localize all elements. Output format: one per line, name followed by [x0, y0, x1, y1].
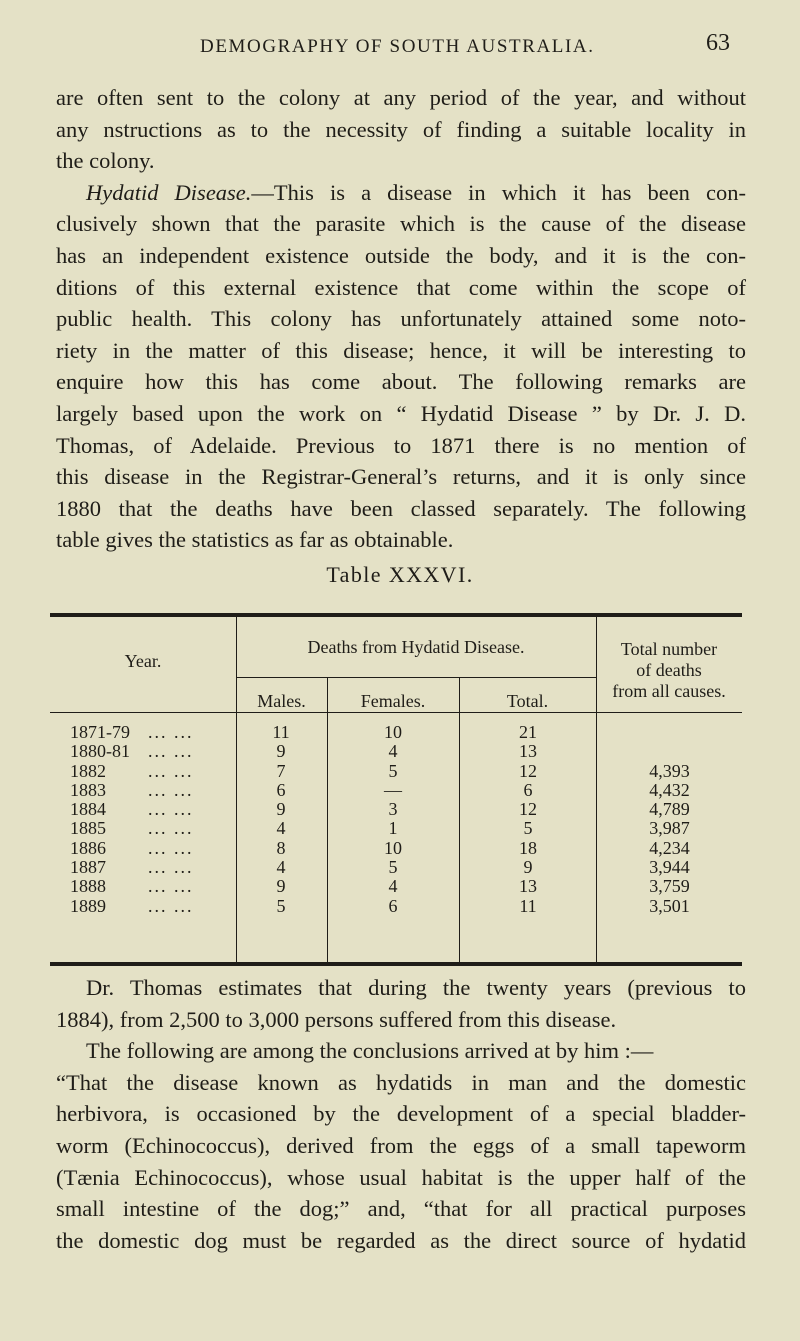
leader-dots: ... ... — [148, 857, 194, 878]
cell-total: 13 — [519, 876, 537, 897]
table-top-rule — [50, 613, 742, 617]
cell-total: 5 — [523, 818, 533, 839]
table-header-rule — [50, 712, 742, 713]
cell-females: 3 — [388, 799, 398, 820]
year-text: 1882 — [70, 760, 106, 781]
cell-females: 6 — [388, 895, 398, 916]
cell-all-causes: 3,759 — [649, 876, 690, 897]
leader-dots: ... ... — [148, 876, 194, 897]
cell-total: 11 — [519, 895, 537, 916]
text-line: “That the disease known as hydatids in man and the domestic — [56, 1069, 746, 1095]
header-females: Females. — [360, 691, 426, 711]
header-males: Males. — [257, 691, 306, 711]
run-in-rest: —This is a disease in which it has been con- — [251, 179, 746, 205]
top-text-block — [56, 82, 746, 556]
cell-females: 10 — [384, 722, 402, 742]
paragraph-estimate — [56, 972, 746, 1035]
text-line: small intestine of the dog;” and, “that for all practical purposes — [56, 1196, 746, 1222]
table-row — [50, 723, 742, 742]
statistics-table — [50, 613, 742, 973]
leader-dots: ... ... — [148, 799, 194, 820]
cell-total: 18 — [519, 837, 537, 858]
cell-males: 4 — [276, 818, 286, 839]
table-row — [50, 858, 742, 877]
text-line: 1884), from 2,500 to 3,000 persons suffered from this disease. — [56, 1006, 617, 1032]
header-all-causes-line: of deaths — [636, 660, 702, 680]
cell-males: 8 — [276, 837, 286, 858]
header-total: Total. — [506, 691, 549, 711]
paragraph-conclusions — [56, 1035, 746, 1067]
cell-year — [70, 742, 230, 761]
text-line: table gives the statistics as far as obtainable. — [56, 527, 454, 553]
cell-year — [70, 877, 230, 896]
cell-all-causes: 4,234 — [649, 837, 690, 858]
leader-dots: ... ... — [148, 722, 194, 742]
text-line: public health. This colony has unfortunately attained some noto- — [56, 306, 746, 332]
cell-males: 11 — [272, 722, 290, 742]
text-line: Dr. Thomas estimates that during the twenty years (previous to — [86, 975, 746, 1000]
text-line: ditions of this external existence that come within the scope of — [56, 274, 746, 300]
text-line: enquire how this has come about. The following remarks are — [56, 369, 746, 395]
text-line: the colony. — [56, 148, 155, 174]
text-line: (Tænia Echinococcus), whose usual habitat is the upper half of the — [56, 1164, 746, 1190]
header-all-causes-line: Total number — [620, 639, 718, 659]
table-row — [50, 762, 742, 781]
header-all-causes-line: from all causes. — [612, 681, 726, 701]
cell-total: 12 — [519, 760, 537, 781]
text-line: The following are among the conclusions arrived at by him :— — [86, 1038, 654, 1064]
year-text: 1883 — [70, 779, 106, 800]
paragraph-quotation — [56, 1067, 746, 1257]
cell-females: 10 — [384, 837, 402, 858]
text-line: any nstructions as to the necessity of finding a suitable locality in — [56, 116, 746, 142]
year-text: 1880-81 — [70, 741, 130, 762]
cell-females: 1 — [388, 818, 398, 839]
text-line: largely based upon the work on “ Hydatid Disease ” by Dr. J. D. — [56, 400, 746, 426]
cell-all-causes: 4,789 — [649, 799, 690, 820]
table-row — [50, 781, 742, 800]
table-row — [50, 877, 742, 896]
cell-year — [70, 781, 230, 800]
cell-females: 4 — [388, 876, 398, 897]
cell-females: 5 — [388, 760, 398, 781]
bottom-text-block — [56, 972, 746, 1256]
text-line: the domestic dog must be regarded as the direct source of hydatid — [56, 1227, 746, 1253]
page-number: 63 — [706, 30, 730, 56]
header-year: Year. — [124, 651, 162, 671]
year-text: 1885 — [70, 818, 106, 839]
cell-all-causes: 3,944 — [649, 857, 690, 878]
table-row — [50, 800, 742, 819]
leader-dots: ... ... — [148, 818, 194, 839]
leader-dots: ... ... — [148, 895, 194, 916]
cell-males: 6 — [276, 779, 286, 800]
cell-total: 13 — [519, 741, 537, 762]
text-line: worm (Echinococcus), derived from the eggs of a small tapeworm — [56, 1132, 746, 1158]
year-text: 1888 — [70, 876, 106, 897]
cell-year — [70, 723, 230, 742]
text-line: has an independent existence outside the body, and it is the con- — [56, 242, 746, 268]
year-text: 1884 — [70, 799, 106, 820]
cell-total: 12 — [519, 799, 537, 820]
cell-year — [70, 839, 230, 858]
running-head — [0, 30, 800, 60]
table-caption: Table XXXVI. — [326, 562, 474, 587]
leader-dots: ... ... — [148, 837, 194, 858]
paragraph-colony — [56, 82, 746, 177]
cell-total: 6 — [523, 779, 533, 800]
cell-year — [70, 762, 230, 781]
text-line: Thomas, of Adelaide. Previous to 1871 there is no mention of — [56, 432, 746, 458]
table-row — [50, 742, 742, 761]
cell-females: 4 — [388, 741, 398, 762]
running-head-title: DEMOGRAPHY OF SOUTH AUSTRALIA. — [200, 36, 595, 57]
cell-males: 9 — [276, 876, 286, 897]
text-line: this disease in the Registrar-General’s returns, and it is only since — [56, 464, 746, 490]
cell-all-causes: 3,501 — [649, 895, 690, 916]
leader-dots: ... ... — [148, 760, 194, 781]
cell-year — [70, 819, 230, 838]
cell-males: 4 — [276, 857, 286, 878]
run-in-heading: Hydatid Disease. — [86, 179, 252, 205]
year-text: 1889 — [70, 895, 106, 916]
cell-all-causes: 3,987 — [649, 818, 690, 839]
cell-year — [70, 897, 230, 916]
text-line-first — [56, 177, 746, 209]
cell-total: 9 — [523, 857, 533, 878]
table-row — [50, 897, 742, 916]
cell-males: 9 — [276, 741, 286, 762]
paragraph-hydatid — [56, 177, 746, 556]
subheader-rule — [236, 677, 596, 678]
table-bottom-rule — [50, 962, 742, 966]
table-row — [50, 839, 742, 858]
text-line: clusively shown that the parasite which is the cause of the disease — [56, 211, 746, 237]
cell-year — [70, 800, 230, 819]
leader-dots: ... ... — [148, 741, 194, 762]
text-line: riety in the matter of this disease; hence, it will be interesting to — [56, 337, 746, 363]
table-row — [50, 819, 742, 838]
cell-males: 7 — [276, 760, 286, 781]
cell-males: 9 — [276, 799, 286, 820]
cell-females: 5 — [388, 857, 398, 878]
cell-year — [70, 858, 230, 877]
cell-all-causes: 4,432 — [649, 779, 690, 800]
year-text: 1886 — [70, 837, 106, 858]
cell-total: 21 — [519, 722, 537, 742]
cell-all-causes: 4,393 — [649, 760, 690, 781]
text-line: herbivora, is occasioned by the development of a special bladder- — [56, 1101, 746, 1127]
year-text: 1871-79 — [70, 722, 130, 742]
text-line: are often sent to the colony at any period of the year, and without — [56, 85, 746, 110]
year-text: 1887 — [70, 857, 106, 878]
cell-males: 5 — [276, 895, 286, 916]
table-body — [50, 723, 742, 916]
header-all-causes — [596, 639, 742, 702]
text-line: 1880 that the deaths have been classed separately. The following — [56, 495, 746, 521]
header-deaths-group: Deaths from Hydatid Disease. — [307, 637, 525, 657]
cell-females: — — [384, 779, 402, 800]
leader-dots: ... ... — [148, 779, 194, 800]
